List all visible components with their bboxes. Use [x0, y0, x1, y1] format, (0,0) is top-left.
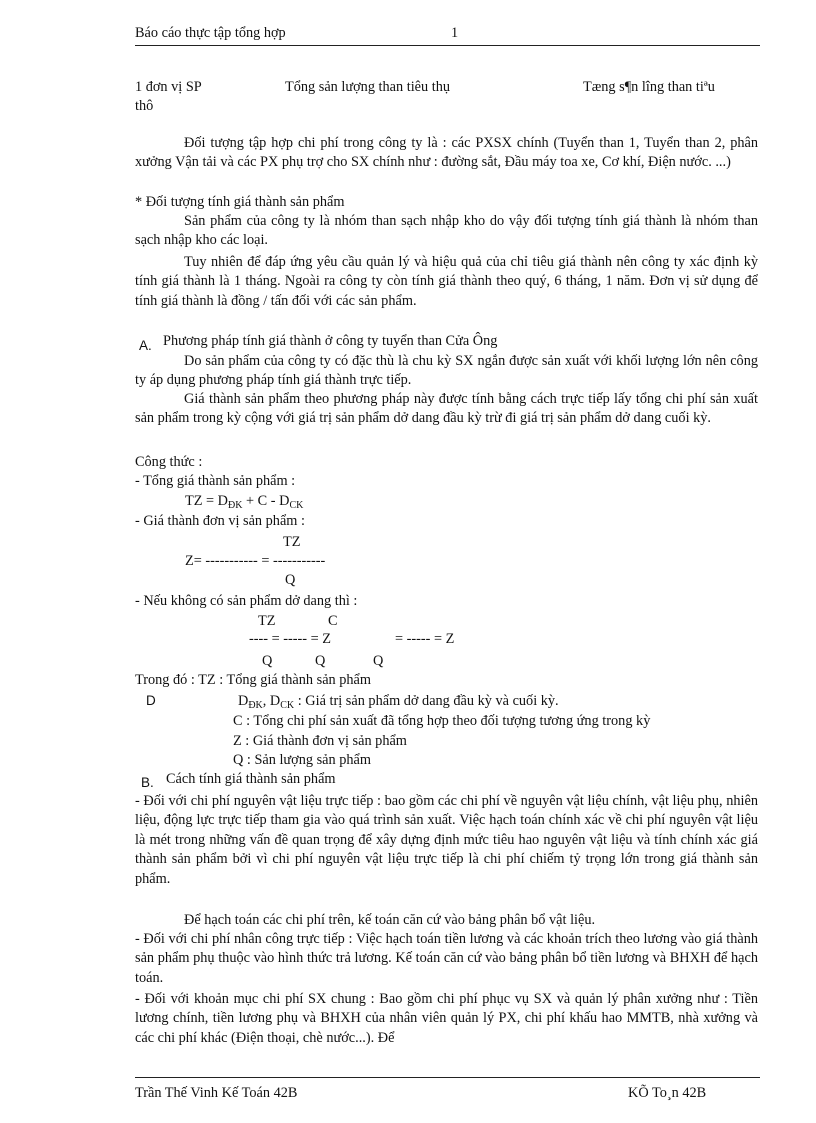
- formula-1-sub-dk: ĐK: [228, 500, 243, 511]
- paragraph-method-detail: Giá thành sản phẩm theo phương pháp này được tính bằng cách trực tiếp lấy tổng chi phí sản xuất sản phẩm trong kỳ cộng với giá trị sản phẩm dở dang đầu kỳ trừ đi giá trị sản phẩm dở dang cuối kỳ.: [135, 391, 758, 427]
- header-rule: [135, 45, 760, 46]
- formula-3-row-1: ---- = ----- = Z: [249, 631, 332, 647]
- ratio-left: 1 đơn vị SP: [135, 79, 202, 95]
- ratio-middle: Tổng sản lượng than tiêu thụ: [285, 79, 451, 95]
- footer-rule: [135, 1077, 760, 1078]
- section-a-title: Phương pháp tính giá thành ở công ty tuyển than Cửa Ông: [163, 333, 498, 349]
- page-number: 1: [451, 25, 459, 41]
- formula-1: [185, 492, 303, 510]
- formula-3-den-3: Q: [373, 653, 384, 669]
- paragraph-direct-method: Do sản phẩm của công ty có đặc thù là chu kỳ SX ngắn được sản xuất với khối lượng lớn nên công ty áp dụng phương pháp tính giá thành trực tiếp.: [135, 353, 758, 389]
- definition-d1: D: [238, 693, 249, 709]
- header-title: Báo cáo thực tập tổng hợp: [135, 25, 286, 41]
- formula-1-lhs: TZ = D: [185, 493, 229, 509]
- paragraph-period: Tuy nhiên để đáp ứng yêu cầu quản lý và hiệu quả của chỉ tiêu giá thành nên công ty xác định kỳ tính giá thành là 1 tháng. Ngoài ra công ty còn tính giá thành theo quý, 6 tháng, 1 năm. Đơn vị sử dụng để tính giá thành là đồng / tấn đối với các sản phẩm.: [135, 254, 758, 309]
- definition-dk-ck: [238, 692, 559, 710]
- ratio-right: Tæng s¶n lîng than tiªu: [583, 79, 715, 95]
- paragraph-materials: - Đối với chi phí nguyên vật liệu trực tiếp : bao gồm các chi phí về nguyên vật liệu chính, vật liệu phụ, nhiên liệu, động lực trực tiếp tham gia vào quá trình sản xuất. Việc hạch toán chính xác về chi phí nguyên vật liệu là mét trong những vấn đề quan trọng để xây dựng định mức tiêu hao nguyên vật liệu và tính chính xác giá thành sản phẩm bởi vì chi phí nguyên vật liệu trực tiếp là chi phí chiếm tỷ trọng lớn trong giá thành sản phẩm.: [135, 793, 758, 887]
- definition-z: Z : Giá thành đơn vị sản phẩm: [233, 733, 407, 749]
- paragraph-product: Sản phẩm của công ty là nhóm than sạch nhập kho do vậy đối tượng tính giá thành là nhóm than sạch nhập kho các loại.: [135, 213, 758, 249]
- section-a-marker: A.: [139, 338, 152, 353]
- section-b-title: Cách tính giá thành sản phẩm: [166, 771, 336, 787]
- heading-costing-object: * Đối tượng tính giá thành sản phẩm: [135, 194, 345, 210]
- formula-1-sub-ck: CK: [289, 500, 304, 511]
- formula-3-num-tz: TZ: [258, 613, 276, 629]
- formula-1-label: - Tổng giá thành sản phẩm :: [135, 473, 296, 489]
- formula-label: Công thức :: [135, 454, 203, 470]
- definition-dk-text: : Giá trị sản phẩm dở dang đầu kỳ và cuối kỳ.: [297, 693, 559, 709]
- paragraph-overhead: - Đối với khoản mục chi phí SX chung : Bao gồm chi phí phục vụ SX và quản lý phân xưởng như : Tiền lương chính, tiền lương phụ và BHXH của nhân viên quản lý PX, chi phí khấu hao MMTB, nhà xưởng và các chi phí khác (Điện thoại, chè nước...). Để: [135, 991, 758, 1046]
- formula-3-den-1: Q: [262, 653, 273, 669]
- section-b-marker: B.: [141, 775, 154, 790]
- definitions-intro: Trong đó : TZ : Tổng giá thành sản phẩm: [135, 672, 372, 688]
- definition-d2: , D: [262, 693, 281, 709]
- definition-sub-dk: ĐK: [248, 700, 263, 711]
- formula-1-mid: + C - D: [242, 493, 290, 509]
- footer-left: Trần Thế Vinh Kế Toán 42B: [135, 1085, 298, 1101]
- formula-2-denominator: Q: [285, 572, 296, 588]
- paragraph-labor: - Đối với chi phí nhân công trực tiếp : Việc hạch toán tiền lương và các khoản trích theo lương vào giá thành sản phẩm phụ thuộc vào hình thức trả lương. Kế toán căn cứ vào bảng phân bổ tiền lương và BHXH để hạch toán.: [135, 931, 758, 986]
- definition-c: C : Tổng chi phí sản xuất đã tổng hợp theo đối tượng tương ứng trong kỳ: [233, 713, 651, 729]
- formula-3-num-c: C: [328, 613, 338, 629]
- definition-q: Q : Sản lượng sản phẩm: [233, 752, 372, 768]
- footer-right: KÕ To¸n 42B: [628, 1085, 707, 1101]
- paragraph-allocation: Để hạch toán các chi phí trên, kế toán căn cứ vào bảng phân bổ vật liệu.: [184, 912, 596, 928]
- formula-3-row-2: = ----- = Z: [395, 631, 455, 647]
- paragraph-cost-objects: Đối tượng tập hợp chi phí trong công ty là : các PXSX chính (Tuyển than 1, Tuyển than 2, phân xưởng Vận tải và các PX phụ trợ cho SX chính như : đường sắt, Đầu máy toa xe, Cơ khí, Điện nước. ...): [135, 135, 758, 171]
- ratio-wrap: thô: [135, 98, 154, 114]
- formula-2-row: Z= ----------- = -----------: [185, 553, 326, 569]
- definition-sub-ck: CK: [280, 700, 295, 711]
- formula-3-den-2: Q: [315, 653, 326, 669]
- formula-3-label: - Nếu không có sản phẩm dở dang thì :: [135, 593, 358, 609]
- formula-2-label: - Giá thành đơn vị sản phẩm :: [135, 513, 305, 529]
- formula-2-numerator: TZ: [283, 534, 301, 550]
- definition-d-left: D: [146, 693, 156, 708]
